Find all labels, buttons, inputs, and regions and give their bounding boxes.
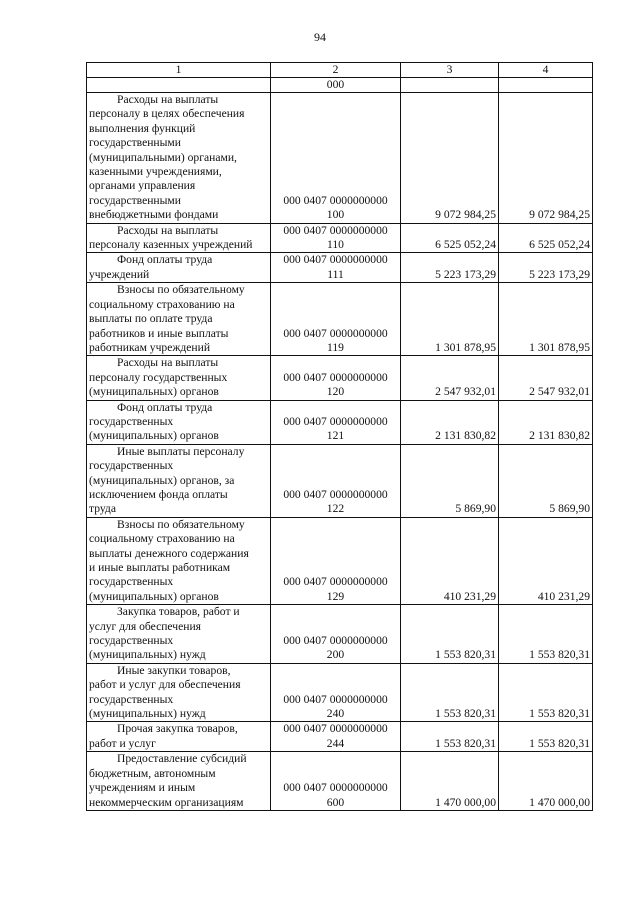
- row-name-line: персоналу казенных учреждений: [89, 238, 253, 252]
- row-name-cell: [87, 722, 271, 752]
- row-name-line: работников и иные выплаты: [89, 326, 229, 340]
- row-code-suffix: 119: [327, 340, 344, 354]
- row-value-col4: 6 525 052,24: [499, 223, 593, 253]
- row-value-col3: 9 072 984,25: [401, 93, 499, 224]
- row-code-cell: [271, 253, 401, 283]
- row-name-line: социальному страхованию на: [89, 297, 235, 311]
- row-value-col4: 2 131 830,82: [499, 400, 593, 444]
- header-col-4: 4: [499, 63, 593, 78]
- row-name-line: Расходы на выплаты: [117, 223, 219, 237]
- row-name-line: Закупка товаров, работ и: [117, 605, 240, 619]
- row-value-col3: 1 470 000,00: [401, 752, 499, 811]
- row-code-main: 000 0407 0000000000: [283, 414, 388, 428]
- row-code-main: 000 0407 0000000000: [283, 253, 388, 267]
- row-value-col3: 5 223 173,29: [401, 253, 499, 283]
- row-name-line: государственных: [89, 692, 174, 706]
- row-value-col3: 1 553 820,31: [401, 663, 499, 722]
- row-name-line: государственных: [89, 575, 174, 589]
- row-name-line: (муниципальными) органами,: [89, 150, 237, 164]
- row-value-col4: 2 547 932,01: [499, 356, 593, 400]
- row-name-line: (муниципальных) органов: [89, 429, 219, 443]
- row-name-line: Взносы по обязательному: [117, 517, 245, 531]
- row-name-line: (муниципальных) органов: [89, 385, 219, 399]
- row-code-suffix: 100: [326, 208, 345, 222]
- row-name-cell: [87, 605, 271, 664]
- row-name-line: (муниципальных) нужд: [89, 648, 206, 662]
- row-code-suffix: 200: [326, 648, 345, 662]
- row-name-line: выполнения функций: [89, 121, 196, 135]
- row-code-cell: [271, 663, 401, 722]
- row-name-line: выплаты денежного содержания: [89, 546, 249, 560]
- row-name-line: работникам учреждений: [89, 340, 211, 354]
- row-name-line: казенными учреждениями,: [89, 165, 222, 179]
- row-name-line: (муниципальных) органов, за: [89, 473, 235, 487]
- subheader-col-2: 000: [271, 78, 401, 93]
- page-number: 94: [314, 30, 326, 44]
- row-name-line: услуг для обеспечения: [89, 619, 201, 633]
- row-name-line: (муниципальных) нужд: [89, 707, 206, 721]
- row-code-main: 000 0407 0000000000: [283, 223, 388, 237]
- table-row: [87, 356, 593, 400]
- row-code-suffix: 240: [326, 707, 345, 721]
- row-name-cell: [87, 283, 271, 356]
- row-value-col3: 6 525 052,24: [401, 223, 499, 253]
- row-name-line: и иные выплаты работникам: [89, 561, 231, 574]
- row-value-col4: 1 301 878,95: [499, 283, 593, 356]
- row-name-line: некоммерческим организациям: [89, 795, 244, 809]
- row-code-main: 000 0407 0000000000: [283, 193, 388, 207]
- row-name-cell: [87, 444, 271, 517]
- row-name-cell: [87, 93, 271, 224]
- row-name-line: персоналу государственных: [89, 370, 228, 384]
- row-name-line: Иные закупки товаров,: [117, 663, 231, 677]
- row-code-suffix: 244: [326, 736, 345, 750]
- header-col-3: 3: [401, 63, 499, 78]
- row-value-col3: 1 553 820,31: [401, 722, 499, 752]
- row-name-line: выплаты по оплате труда: [89, 312, 213, 326]
- row-value-col3: 1 553 820,31: [401, 605, 499, 664]
- row-name-line: Прочая закупка товаров,: [117, 722, 238, 736]
- row-code-cell: [271, 752, 401, 811]
- row-code-suffix: 129: [326, 589, 345, 603]
- row-value-col4: 5 869,90: [499, 444, 593, 517]
- row-code-cell: [271, 223, 401, 253]
- table-row: [87, 517, 593, 604]
- header-col-1: 1: [87, 63, 271, 78]
- row-name-line: (муниципальных) органов: [89, 589, 219, 603]
- table-row: [87, 722, 593, 752]
- row-code-main: 000 0407 0000000000: [283, 575, 388, 589]
- row-code-suffix: 122: [326, 502, 345, 516]
- row-code-cell: [271, 400, 401, 444]
- table-row: [87, 223, 593, 253]
- row-name-cell: [87, 253, 271, 283]
- row-code-cell: [271, 517, 401, 604]
- row-name-cell: [87, 400, 271, 444]
- row-name-line: социальному страхованию на: [89, 532, 235, 546]
- row-name-line: государственных: [89, 459, 174, 473]
- row-code-cell: [271, 283, 401, 356]
- row-name-line: Предоставление субсидий: [117, 752, 247, 766]
- row-name-line: Взносы по обязательному: [117, 283, 245, 297]
- row-value-col4: 410 231,29: [499, 517, 593, 604]
- row-name-line: труда: [89, 502, 116, 516]
- row-code-main: 000 0407 0000000000: [283, 634, 388, 648]
- row-code-suffix: 120: [326, 385, 345, 399]
- table-row: [87, 93, 593, 224]
- row-name-line: Расходы на выплаты: [117, 93, 219, 106]
- table-row: [87, 400, 593, 444]
- row-code-main: 000 0407 0000000000: [283, 692, 388, 706]
- row-code-suffix: 600: [326, 795, 345, 809]
- row-name-cell: [87, 752, 271, 811]
- row-name-line: работ и услуг для обеспечения: [89, 678, 241, 692]
- row-code-cell: [271, 444, 401, 517]
- row-name-line: Иные выплаты персоналу: [117, 444, 245, 458]
- row-value-col3: 2 547 932,01: [401, 356, 499, 400]
- row-code-suffix: 110: [327, 238, 344, 252]
- row-value-col3: 410 231,29: [401, 517, 499, 604]
- subheader-col-4: [499, 78, 593, 93]
- row-name-line: органами управления: [89, 179, 196, 193]
- row-code-main: 000 0407 0000000000: [283, 370, 388, 384]
- row-code-cell: [271, 356, 401, 400]
- row-name-line: персоналу в целях обеспечения: [89, 107, 245, 121]
- row-value-col4: 1 553 820,31: [499, 605, 593, 664]
- row-value-col4: 9 072 984,25: [499, 93, 593, 224]
- header-row: [87, 63, 593, 78]
- row-name-line: учреждений: [89, 267, 150, 281]
- subheader-col-3: [401, 78, 499, 93]
- row-code-cell: [271, 605, 401, 664]
- row-code-main: 000 0407 0000000000: [283, 781, 388, 795]
- row-value-col4: 1 553 820,31: [499, 722, 593, 752]
- budget-table: [86, 62, 593, 811]
- row-name-cell: [87, 517, 271, 604]
- header-col-2: 2: [271, 63, 401, 78]
- row-name-cell: [87, 223, 271, 253]
- row-value-col4: 1 470 000,00: [499, 752, 593, 811]
- row-name-line: Расходы на выплаты: [117, 356, 219, 370]
- row-name-line: бюджетным, автономным: [89, 766, 216, 780]
- subheader-row: [87, 78, 593, 93]
- row-name-line: государственных: [89, 634, 174, 648]
- row-value-col4: 5 223 173,29: [499, 253, 593, 283]
- row-name-line: Фонд оплаты труда: [117, 253, 213, 267]
- table-row: [87, 605, 593, 664]
- table-row: [87, 444, 593, 517]
- row-code-cell: [271, 93, 401, 224]
- row-name-line: государственными: [89, 193, 181, 207]
- table-row: [87, 752, 593, 811]
- table-row: [87, 253, 593, 283]
- row-code-suffix: 111: [327, 267, 344, 281]
- row-name-line: государственными: [89, 136, 181, 150]
- row-code-main: 000 0407 0000000000: [283, 722, 388, 736]
- row-value-col3: 2 131 830,82: [401, 400, 499, 444]
- table-row: [87, 283, 593, 356]
- row-name-cell: [87, 663, 271, 722]
- row-name-line: исключением фонда оплаты: [89, 487, 228, 501]
- row-name-cell: [87, 356, 271, 400]
- row-value-col3: 5 869,90: [401, 444, 499, 517]
- row-code-main: 000 0407 0000000000: [283, 487, 388, 501]
- row-code-main: 000 0407 0000000000: [283, 326, 388, 340]
- row-value-col3: 1 301 878,95: [401, 283, 499, 356]
- row-code-suffix: 121: [326, 429, 345, 443]
- row-name-line: учреждениям и иным: [89, 781, 196, 795]
- row-value-col4: 1 553 820,31: [499, 663, 593, 722]
- row-name-line: Фонд оплаты труда: [117, 400, 213, 414]
- row-name-line: работ и услуг: [89, 736, 156, 750]
- row-name-line: государственных: [89, 414, 174, 428]
- row-name-line: внебюджетными фондами: [89, 208, 219, 222]
- row-code-cell: [271, 722, 401, 752]
- table-row: [87, 663, 593, 722]
- subheader-col-1: [87, 78, 271, 93]
